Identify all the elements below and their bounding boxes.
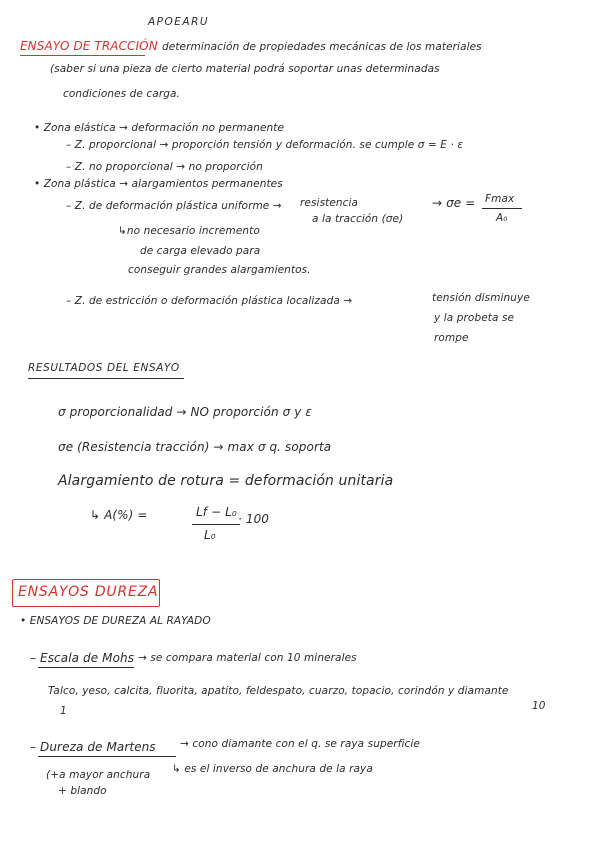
plastic-note-1: ↳no necesario incremento bbox=[118, 225, 260, 237]
zone-plastic-resistance-1: resistencia bbox=[300, 197, 359, 209]
mohs-last-number: 10 bbox=[532, 700, 546, 712]
mohs-text: → se compara material con 10 minerales bbox=[138, 652, 357, 664]
results-line-3: Alargamiento de rotura = deformación unitaria bbox=[58, 473, 394, 489]
zone-elastic-proportional: – Z. proporcional → proporción tensión y deformación. se cumple σ = E · ε bbox=[66, 139, 464, 151]
martens-note-3: ↳ es el inverso de anchura de la raya bbox=[172, 763, 373, 775]
localized-result-1: tensión disminuye bbox=[432, 292, 530, 304]
localized-result-2: y la probeta se bbox=[434, 312, 515, 324]
mohs-label: – Escala de Mohs bbox=[30, 651, 135, 665]
plastic-note-3: conseguir grandes alargamientos. bbox=[128, 264, 311, 276]
dureza-rayado-title: • ENSAYOS DE DUREZA AL RAYADO bbox=[20, 615, 211, 627]
formula-a-lhs: ↳ A(%) = bbox=[90, 508, 148, 522]
intro-line-1: determinación de propiedades mecánicas de los materiales bbox=[162, 41, 482, 53]
zone-plastic-localized: – Z. de estricción o deformación plástica localizada → bbox=[66, 295, 353, 307]
martens-label: – Dureza de Martens bbox=[30, 740, 156, 754]
plastic-note-2: de carga elevado para bbox=[140, 245, 261, 257]
zone-elastic: • Zona elástica → deformación no permanente bbox=[34, 122, 285, 134]
formula-se-lhs: → σe = bbox=[432, 196, 476, 210]
zone-plastic-resistance-2: a la tracción (σe) bbox=[312, 213, 404, 225]
formula-a-denominator: L₀ bbox=[204, 528, 216, 542]
intro-line-3: condiciones de carga. bbox=[63, 88, 180, 100]
formula-se-numerator: Fmax bbox=[485, 193, 515, 205]
section-title-traccion: ENSAYO DE TRACCIÓN bbox=[20, 39, 158, 53]
mohs-first-number: 1 bbox=[60, 705, 67, 717]
martens-note-1: (+a mayor anchura bbox=[46, 769, 151, 781]
localized-result-3: rompe bbox=[434, 332, 469, 344]
section-title-underline bbox=[20, 55, 145, 56]
martens-label-underline bbox=[38, 756, 176, 757]
zone-plastic: • Zona plástica → alargamientos permanentes bbox=[34, 178, 283, 190]
results-line-1: σ proporcionalidad → NO proporción σ y ε bbox=[58, 405, 312, 419]
zone-plastic-uniform: – Z. de deformación plástica uniforme → bbox=[66, 200, 282, 212]
formula-se-fraction-bar bbox=[482, 208, 522, 209]
formula-se-denominator: A₀ bbox=[496, 212, 508, 224]
top-note: APOEARU bbox=[148, 16, 210, 28]
results-title: RESULTADOS DEL ENSAYO bbox=[28, 362, 180, 374]
results-title-underline bbox=[28, 378, 184, 379]
intro-line-2: (saber si una pieza de cierto material podrá soportar unas determinadas bbox=[50, 63, 440, 75]
section-title-dureza: ENSAYOS DUREZA bbox=[18, 584, 159, 600]
mohs-minerals: Talco, yeso, calcita, fluorita, apatito, feldespato, cuarzo, topacio, corindón y diamante bbox=[48, 685, 509, 697]
martens-note-2: + blando bbox=[58, 785, 107, 797]
mohs-label-underline bbox=[38, 667, 134, 668]
formula-a-fraction-bar bbox=[192, 524, 240, 525]
results-line-2: σe (Resistencia tracción) → max σ q. soporta bbox=[58, 440, 332, 454]
zone-elastic-non-proportional: – Z. no proporcional → no proporción bbox=[66, 161, 263, 173]
formula-a-tail: · 100 bbox=[238, 512, 270, 526]
martens-text: → cono diamante con el q. se raya superficie bbox=[180, 738, 420, 750]
formula-a-numerator: Lf − L₀ bbox=[196, 505, 237, 519]
